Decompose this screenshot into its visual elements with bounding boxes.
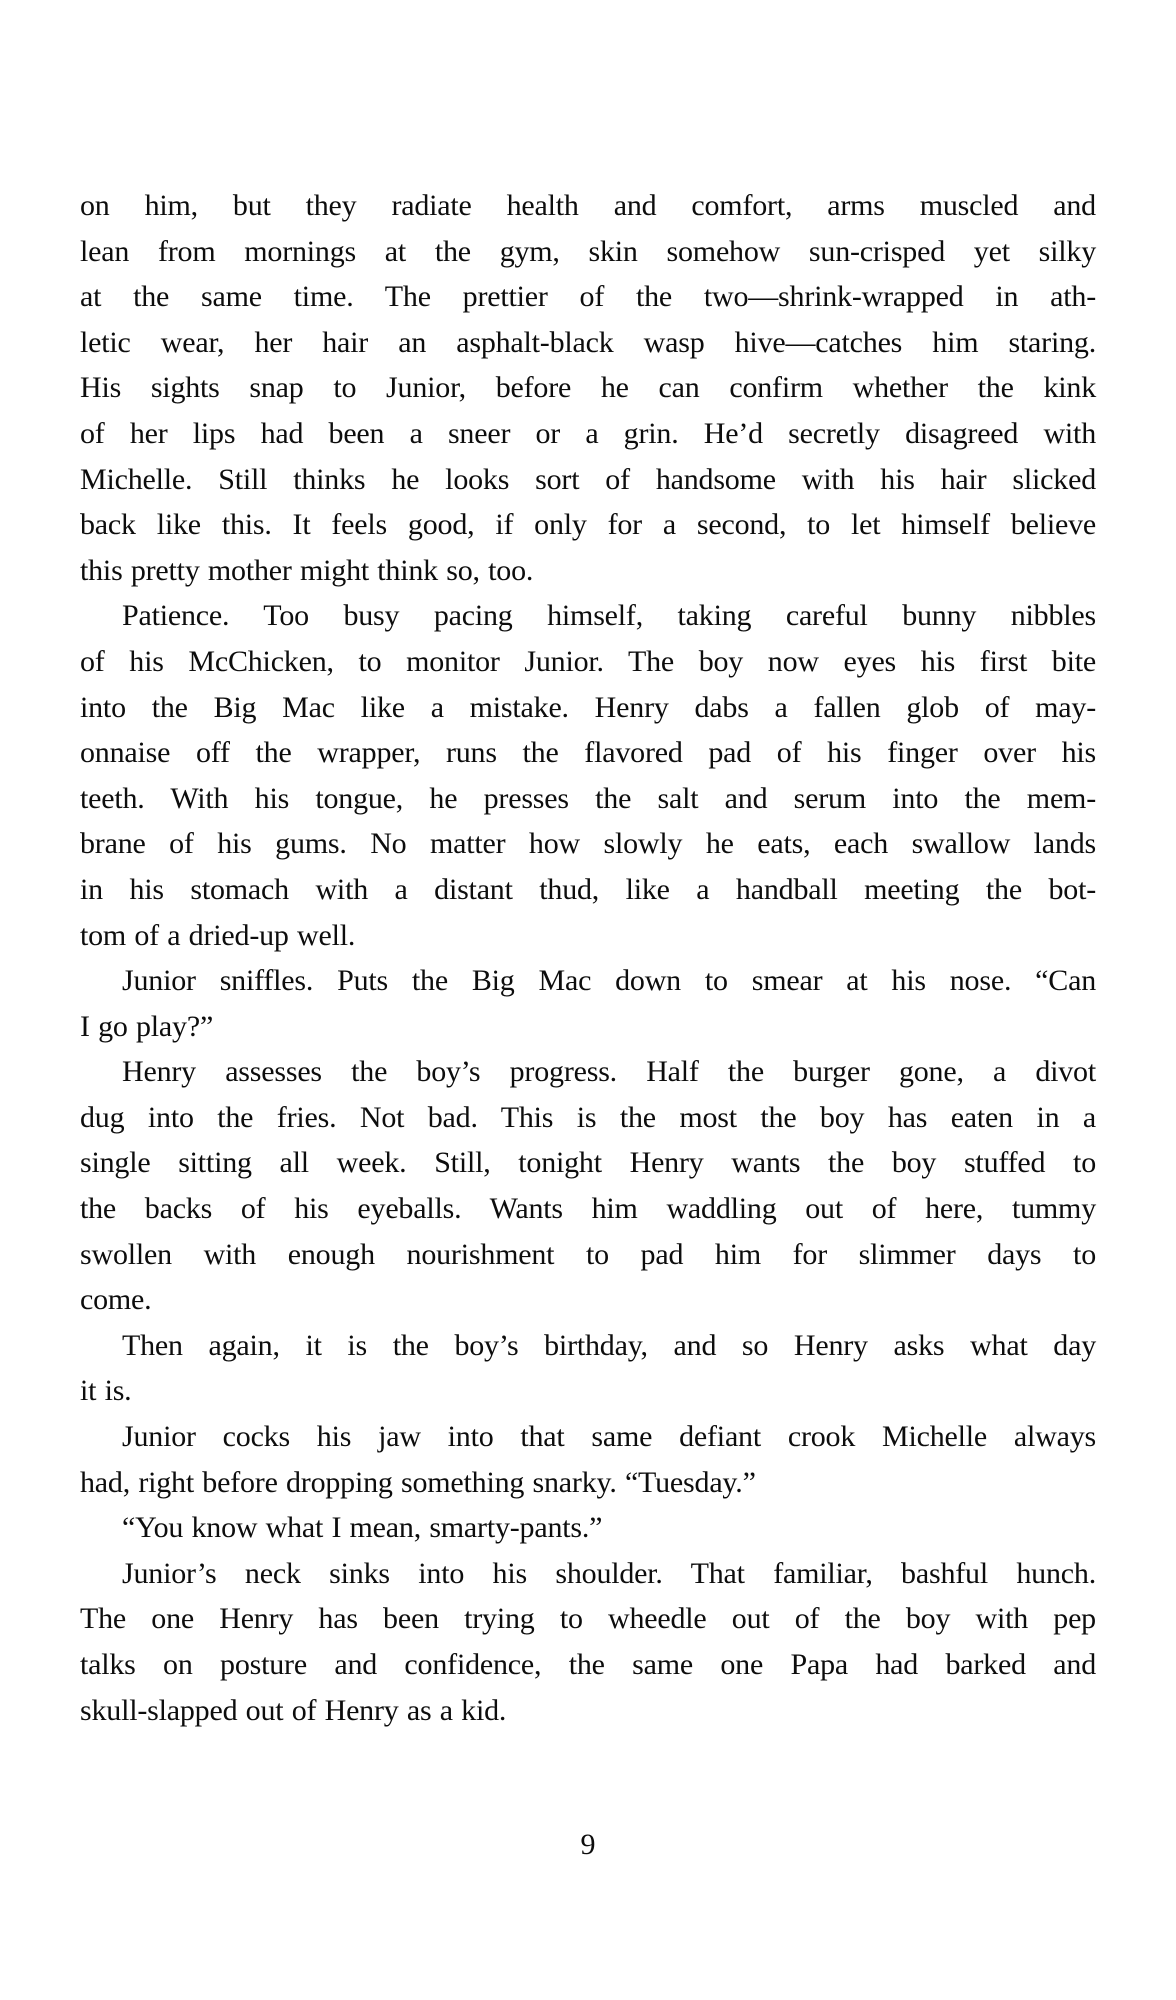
- text-line: on him, but they radiate health and comfort, arms muscled and: [80, 189, 1096, 222]
- text-line: back like this. It feels good, if only for a second, to let himself believe: [80, 508, 1096, 542]
- paragraph: [80, 1505, 1096, 1551]
- text-line: Henry assesses the boy’s progress. Half the burger gone, a divot: [122, 1055, 1096, 1089]
- text-line: of her lips had been a sneer or a grin. He’d secretly disagreed with: [80, 416, 1096, 450]
- text-line: His sights snap to Junior, before he can confirm whether the kink: [80, 371, 1096, 405]
- paragraph: [80, 958, 1096, 1049]
- text-line: swollen with enough nourishment to pad him for slimmer days to: [80, 1237, 1096, 1271]
- text-line: the backs of his eyeballs. Wants him waddling out of here, tummy: [80, 1192, 1096, 1226]
- text-line: letic wear, her hair an asphalt-black wasp hive—catches him staring.: [80, 325, 1096, 359]
- paragraph: [80, 1551, 1096, 1733]
- body-text: [80, 183, 1096, 1733]
- paragraph: [80, 593, 1096, 958]
- text-line: in his stomach with a distant thud, like a handball meeting the bot-: [80, 872, 1096, 906]
- text-line: Junior’s neck sinks into his shoulder. That familiar, bashful hunch.: [122, 1556, 1096, 1590]
- paragraph: [80, 183, 1096, 593]
- text-line: into the Big Mac like a mistake. Henry dabs a fallen glob of may-: [80, 690, 1096, 724]
- text-line: skull-slapped out of Henry as a kid.: [80, 1693, 507, 1727]
- paragraph: [80, 1414, 1096, 1505]
- text-line: “You know what I mean, smarty-pants.”: [122, 1511, 603, 1545]
- text-line: teeth. With his tongue, he presses the salt and serum into the mem-: [80, 781, 1096, 815]
- text-line: Junior cocks his jaw into that same defiant crook Michelle always: [122, 1420, 1096, 1454]
- text-line: Michelle. Still thinks he looks sort of handsome with his hair slicked: [80, 462, 1096, 496]
- text-line: onnaise off the wrapper, runs the flavored pad of his finger over his: [80, 736, 1096, 770]
- text-line: this pretty mother might think so, too.: [80, 553, 534, 587]
- text-line: Junior sniffles. Puts the Big Mac down to smear at his nose. “Can: [122, 964, 1096, 998]
- text-line: single sitting all week. Still, tonight Henry wants the boy stuffed to: [80, 1146, 1096, 1180]
- paragraph: [80, 1049, 1096, 1323]
- text-line: had, right before dropping something snarky. “Tuesday.”: [80, 1465, 756, 1499]
- text-line: come.: [80, 1283, 152, 1317]
- text-line: it is.: [80, 1374, 132, 1408]
- text-line: of his McChicken, to monitor Junior. The boy now eyes his first bite: [80, 644, 1096, 678]
- text-line: Patience. Too busy pacing himself, taking careful bunny nibbles: [122, 599, 1096, 633]
- text-line: at the same time. The prettier of the two—shrink-wrapped in ath-: [80, 280, 1096, 314]
- text-line: Then again, it is the boy’s birthday, and so Henry asks what day: [122, 1328, 1096, 1362]
- text-line: The one Henry has been trying to wheedle out of the boy with pep: [80, 1602, 1096, 1636]
- text-line: dug into the fries. Not bad. This is the most the boy has eaten in a: [80, 1100, 1096, 1134]
- text-line: lean from mornings at the gym, skin somehow sun-crisped yet silky: [80, 234, 1096, 268]
- page-number: 9: [580, 1828, 596, 1861]
- text-line: brane of his gums. No matter how slowly he eats, each swallow lands: [80, 827, 1096, 861]
- text-line: I go play?”: [80, 1009, 214, 1043]
- text-line: talks on posture and confidence, the same one Papa had barked and: [80, 1648, 1096, 1681]
- paragraph: [80, 1323, 1096, 1414]
- text-line: tom of a dried-up well.: [80, 918, 356, 952]
